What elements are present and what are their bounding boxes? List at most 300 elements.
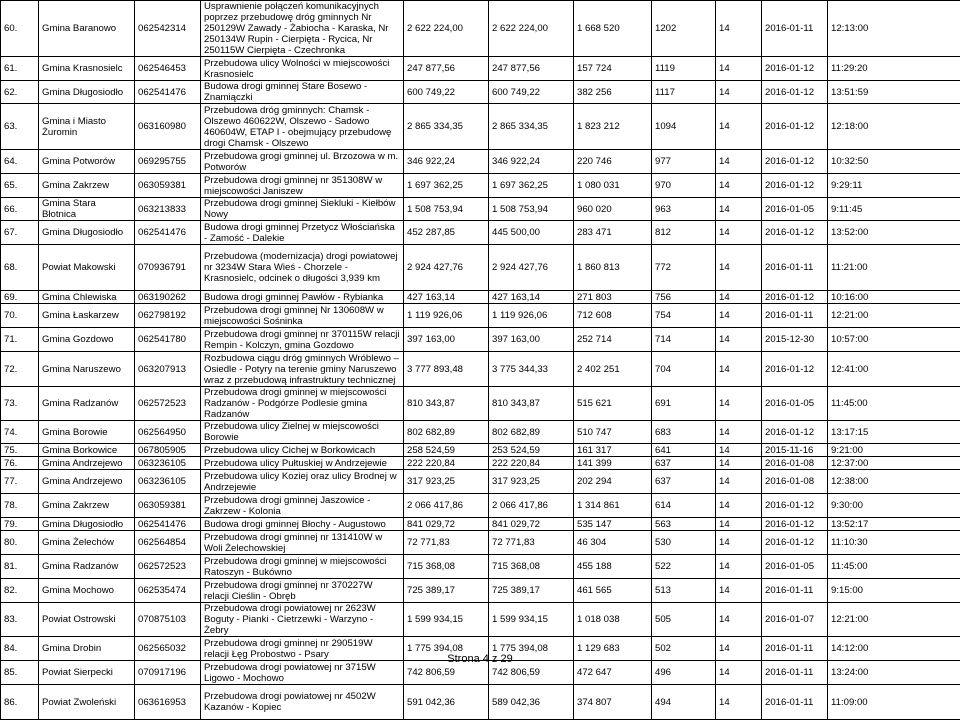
total-cost: 725 389,17 xyxy=(404,579,489,603)
grant-amount: 161 317 xyxy=(574,444,652,457)
grant-amount: 510 747 xyxy=(574,421,652,444)
applicant-name: Gmina Długosiodło xyxy=(39,221,135,245)
submission-date: 2016-01-12 xyxy=(762,221,828,245)
submission-time: 13:52:17 xyxy=(828,518,960,531)
eligible-cost: 445 500,00 xyxy=(489,221,574,245)
regon-number: 062798192 xyxy=(135,304,201,328)
grant-amount: 141 399 xyxy=(574,457,652,470)
total-cost: 3 777 893,48 xyxy=(404,352,489,387)
criteria-value: 14 xyxy=(716,685,762,720)
row-number: 75. xyxy=(1,444,39,457)
grant-amount: 1 823 212 xyxy=(574,104,652,150)
submission-date: 2015-11-16 xyxy=(762,444,828,457)
submission-date: 2015-12-30 xyxy=(762,328,828,352)
total-cost: 802 682,89 xyxy=(404,421,489,444)
criteria-value: 14 xyxy=(716,198,762,221)
submission-time: 13:24:00 xyxy=(828,661,960,685)
criteria-value: 14 xyxy=(716,457,762,470)
submission-time: 11:45:00 xyxy=(828,387,960,421)
regon-number: 062535474 xyxy=(135,579,201,603)
applicant-name: Gmina Chlewiska xyxy=(39,291,135,304)
project-description: Przebudowa drogi gminnej nr 370227W relacji Cieślin - Obręb xyxy=(201,579,404,603)
table-row xyxy=(1,494,960,518)
eligible-cost: 427 163,14 xyxy=(489,291,574,304)
row-number: 86. xyxy=(1,685,39,720)
project-description: Przebudowa drogi gminnej Siekluki - Kiełbów Nowy xyxy=(201,198,404,221)
row-number: 79. xyxy=(1,518,39,531)
regon-number: 062564854 xyxy=(135,531,201,555)
submission-time: 12:21:00 xyxy=(828,304,960,328)
table-row xyxy=(1,421,960,444)
score: 812 xyxy=(652,221,716,245)
total-cost: 742 806,59 xyxy=(404,661,489,685)
criteria-value: 14 xyxy=(716,603,762,637)
applicant-name: Gmina Długosiodło xyxy=(39,518,135,531)
regon-number: 063236105 xyxy=(135,470,201,494)
row-number: 80. xyxy=(1,531,39,555)
applicant-name: Gmina Krasnosielc xyxy=(39,57,135,81)
table-row xyxy=(1,57,960,81)
grant-amount: 1 860 813 xyxy=(574,245,652,291)
table-row xyxy=(1,352,960,387)
regon-number: 062541780 xyxy=(135,328,201,352)
eligible-cost: 1 599 934,15 xyxy=(489,603,574,637)
submission-date: 2016-01-12 xyxy=(762,352,828,387)
applicant-name: Gmina Andrzejewo xyxy=(39,457,135,470)
submission-time: 9:11:45 xyxy=(828,198,960,221)
grant-amount: 455 188 xyxy=(574,555,652,579)
grant-amount: 472 647 xyxy=(574,661,652,685)
submission-time: 10:32:50 xyxy=(828,150,960,174)
submission-date: 2016-01-11 xyxy=(762,245,828,291)
regon-number: 067805905 xyxy=(135,444,201,457)
eligible-cost: 222 220,84 xyxy=(489,457,574,470)
criteria-value: 14 xyxy=(716,1,762,57)
submission-time: 11:29:20 xyxy=(828,57,960,81)
submission-date: 2016-01-08 xyxy=(762,457,828,470)
table-row xyxy=(1,579,960,603)
criteria-value: 14 xyxy=(716,57,762,81)
regon-number: 063160980 xyxy=(135,104,201,150)
applicant-name: Gmina Długosiodło xyxy=(39,81,135,104)
applicant-name: Gmina Baranowo xyxy=(39,1,135,57)
grant-amount: 1 080 031 xyxy=(574,174,652,198)
eligible-cost: 841 029,72 xyxy=(489,518,574,531)
applicant-name: Gmina Potworów xyxy=(39,150,135,174)
applicant-name: Powiat Sierpecki xyxy=(39,661,135,685)
project-description: Przebudowa drogi gminnej nr 351308W w miejscowości Janiszew xyxy=(201,174,404,198)
criteria-value: 14 xyxy=(716,104,762,150)
regon-number: 062565032 xyxy=(135,637,201,661)
total-cost: 2 622 224,00 xyxy=(404,1,489,57)
regon-number: 063190262 xyxy=(135,291,201,304)
table-row xyxy=(1,304,960,328)
regon-number: 063207913 xyxy=(135,352,201,387)
score: 772 xyxy=(652,245,716,291)
project-description: Usprawnienie połączeń komunikacyjnych poprzez przebudowę dróg gminnych Nr 250129W Zawady - Żabiocha - Karaska, Nr 250134W Rupin - Cierpięta - Rycica, Nr 250115W Cierpięta - Czechronka xyxy=(201,1,404,57)
score: 1119 xyxy=(652,57,716,81)
grant-amount: 960 020 xyxy=(574,198,652,221)
submission-date: 2016-01-12 xyxy=(762,174,828,198)
criteria-value: 14 xyxy=(716,221,762,245)
applicant-name: Powiat Ostrowski xyxy=(39,603,135,637)
project-description: Budowa drogi gminnej Pawłów - Rybianka xyxy=(201,291,404,304)
applicant-name: Gmina Zakrzew xyxy=(39,174,135,198)
total-cost: 600 749,22 xyxy=(404,81,489,104)
table-row xyxy=(1,1,960,57)
score: 641 xyxy=(652,444,716,457)
total-cost: 810 343,87 xyxy=(404,387,489,421)
eligible-cost: 1 119 926,06 xyxy=(489,304,574,328)
total-cost: 346 922,24 xyxy=(404,150,489,174)
table-row xyxy=(1,291,960,304)
submission-time: 13:51:59 xyxy=(828,81,960,104)
grant-amount: 271 803 xyxy=(574,291,652,304)
grant-amount: 46 304 xyxy=(574,531,652,555)
submission-date: 2016-01-12 xyxy=(762,518,828,531)
row-number: 74. xyxy=(1,421,39,444)
score: 496 xyxy=(652,661,716,685)
criteria-value: 14 xyxy=(716,661,762,685)
total-cost: 2 865 334,35 xyxy=(404,104,489,150)
eligible-cost: 589 042,36 xyxy=(489,685,574,720)
eligible-cost: 2 622 224,00 xyxy=(489,1,574,57)
eligible-cost: 397 163,00 xyxy=(489,328,574,352)
eligible-cost: 715 368,08 xyxy=(489,555,574,579)
row-number: 81. xyxy=(1,555,39,579)
criteria-value: 14 xyxy=(716,387,762,421)
row-number: 83. xyxy=(1,603,39,637)
row-number: 64. xyxy=(1,150,39,174)
submission-time: 11:45:00 xyxy=(828,555,960,579)
project-description: Budowa drogi gminnej Błochy - Augustowo xyxy=(201,518,404,531)
project-description: Przebudowa ulicy Koziej oraz ulicy Brodnej w Andrzejewie xyxy=(201,470,404,494)
applicant-name: Gmina Łaskarzew xyxy=(39,304,135,328)
criteria-value: 14 xyxy=(716,421,762,444)
criteria-value: 14 xyxy=(716,304,762,328)
score: 977 xyxy=(652,150,716,174)
submission-date: 2016-01-08 xyxy=(762,470,828,494)
row-number: 63. xyxy=(1,104,39,150)
row-number: 70. xyxy=(1,304,39,328)
applicant-name: Gmina Borkowice xyxy=(39,444,135,457)
submission-time: 12:18:00 xyxy=(828,104,960,150)
criteria-value: 14 xyxy=(716,470,762,494)
row-number: 78. xyxy=(1,494,39,518)
score: 637 xyxy=(652,457,716,470)
grant-amount: 374 807 xyxy=(574,685,652,720)
table-row xyxy=(1,603,960,637)
total-cost: 2 924 427,76 xyxy=(404,245,489,291)
total-cost: 1 775 394,08 xyxy=(404,637,489,661)
submission-time: 11:21:00 xyxy=(828,245,960,291)
submission-date: 2016-01-12 xyxy=(762,81,828,104)
criteria-value: 14 xyxy=(716,494,762,518)
regon-number: 063236105 xyxy=(135,457,201,470)
total-cost: 715 368,08 xyxy=(404,555,489,579)
criteria-value: 14 xyxy=(716,150,762,174)
submission-time: 12:21:00 xyxy=(828,603,960,637)
grant-amount: 1 668 520 xyxy=(574,1,652,57)
total-cost: 247 877,56 xyxy=(404,57,489,81)
regon-number: 063059381 xyxy=(135,174,201,198)
project-description: Przebudowa drogi gminnej Nr 130608W w miejscowości Sośninka xyxy=(201,304,404,328)
project-description: Przebudowa grogi gminnej ul. Brzozowa w m. Potworów xyxy=(201,150,404,174)
total-cost: 1 508 753,94 xyxy=(404,198,489,221)
applicant-name: Gmina Drobin xyxy=(39,637,135,661)
eligible-cost: 346 922,24 xyxy=(489,150,574,174)
submission-date: 2016-01-12 xyxy=(762,494,828,518)
total-cost: 317 923,25 xyxy=(404,470,489,494)
project-description: Rozbudowa ciągu dróg gminnych Wróblewo – Osiedle - Potyry na terenie gminy Naruszewo wraz z przebudową infrastruktury technicznej xyxy=(201,352,404,387)
row-number: 67. xyxy=(1,221,39,245)
criteria-value: 14 xyxy=(716,245,762,291)
project-description: Przebudowa drogi gminnej nr 290519W relacji Łęg Probostwo - Psary xyxy=(201,637,404,661)
applicant-name: Gmina Zakrzew xyxy=(39,494,135,518)
row-number: 82. xyxy=(1,579,39,603)
regon-number: 062564950 xyxy=(135,421,201,444)
score: 704 xyxy=(652,352,716,387)
project-description: Przebudowa drogi powiatowej nr 2623W Boguty - Pianki - Cietrzewki - Warzyno - Żebry xyxy=(201,603,404,637)
table-row xyxy=(1,174,960,198)
score: 494 xyxy=(652,685,716,720)
eligible-cost: 317 923,25 xyxy=(489,470,574,494)
grant-amount: 2 402 251 xyxy=(574,352,652,387)
score: 513 xyxy=(652,579,716,603)
total-cost: 591 042,36 xyxy=(404,685,489,720)
row-number: 65. xyxy=(1,174,39,198)
table-row xyxy=(1,245,960,291)
submission-date: 2016-01-05 xyxy=(762,198,828,221)
grant-amount: 515 621 xyxy=(574,387,652,421)
project-description: Przebudowa drogi gminnej w miejscowości Radzanów - Podgórze Podlesie gmina Radzanów xyxy=(201,387,404,421)
criteria-value: 14 xyxy=(716,352,762,387)
submission-time: 13:52:00 xyxy=(828,221,960,245)
submission-date: 2016-01-05 xyxy=(762,555,828,579)
row-number: 84. xyxy=(1,637,39,661)
applicant-name: Powiat Zwoleński xyxy=(39,685,135,720)
row-number: 66. xyxy=(1,198,39,221)
table-row xyxy=(1,518,960,531)
eligible-cost: 810 343,87 xyxy=(489,387,574,421)
score: 714 xyxy=(652,328,716,352)
grant-amount: 202 294 xyxy=(574,470,652,494)
grant-amount: 283 471 xyxy=(574,221,652,245)
total-cost: 222 220,84 xyxy=(404,457,489,470)
table-row xyxy=(1,555,960,579)
total-cost: 841 029,72 xyxy=(404,518,489,531)
submission-time: 11:09:00 xyxy=(828,685,960,720)
applicant-name: Gmina Andrzejewo xyxy=(39,470,135,494)
table-row xyxy=(1,150,960,174)
row-number: 68. xyxy=(1,245,39,291)
regon-number: 063213833 xyxy=(135,198,201,221)
criteria-value: 14 xyxy=(716,579,762,603)
submission-date: 2016-01-11 xyxy=(762,637,828,661)
grant-amount: 382 256 xyxy=(574,81,652,104)
score: 691 xyxy=(652,387,716,421)
applicant-name: Gmina i Miasto Żuromin xyxy=(39,104,135,150)
regon-number: 062541476 xyxy=(135,81,201,104)
score: 563 xyxy=(652,518,716,531)
project-description: Przebudowa drogi gminnej nr 131410W w Woli Żelechowskiej xyxy=(201,531,404,555)
score: 1094 xyxy=(652,104,716,150)
criteria-value: 14 xyxy=(716,444,762,457)
submission-date: 2016-01-12 xyxy=(762,104,828,150)
submission-time: 9:29:11 xyxy=(828,174,960,198)
row-number: 73. xyxy=(1,387,39,421)
applicant-name: Gmina Radzanów xyxy=(39,387,135,421)
project-description: Przebudowa ulicy Wolności w miejscowości Krasnosielc xyxy=(201,57,404,81)
submission-time: 9:21:00 xyxy=(828,444,960,457)
grant-amount: 1 314 861 xyxy=(574,494,652,518)
total-cost: 72 771,83 xyxy=(404,531,489,555)
project-description: Przebudowa drogi gminnej nr 370115W relacji Rempin - Kolczyn, gmina Gozdowo xyxy=(201,328,404,352)
submission-date: 2016-01-07 xyxy=(762,603,828,637)
total-cost: 258 524,59 xyxy=(404,444,489,457)
criteria-value: 14 xyxy=(716,637,762,661)
grant-amount: 461 565 xyxy=(574,579,652,603)
row-number: 77. xyxy=(1,470,39,494)
regon-number: 069295755 xyxy=(135,150,201,174)
row-number: 72. xyxy=(1,352,39,387)
total-cost: 1 599 934,15 xyxy=(404,603,489,637)
table-row xyxy=(1,531,960,555)
regon-number: 070917196 xyxy=(135,661,201,685)
regon-number: 063059381 xyxy=(135,494,201,518)
total-cost: 452 287,85 xyxy=(404,221,489,245)
grant-amount: 220 746 xyxy=(574,150,652,174)
submission-date: 2016-01-11 xyxy=(762,685,828,720)
submission-date: 2016-01-11 xyxy=(762,1,828,57)
table-row xyxy=(1,104,960,150)
table-row xyxy=(1,685,960,720)
score: 522 xyxy=(652,555,716,579)
row-number: 71. xyxy=(1,328,39,352)
submission-date: 2016-01-12 xyxy=(762,57,828,81)
regon-number: 070875103 xyxy=(135,603,201,637)
grant-amount: 252 714 xyxy=(574,328,652,352)
submission-time: 12:13:00 xyxy=(828,1,960,57)
table-row xyxy=(1,444,960,457)
score: 756 xyxy=(652,291,716,304)
project-description: Przebudowa ulicy Pułtuskiej w Andrzejewie xyxy=(201,457,404,470)
submission-date: 2016-01-11 xyxy=(762,661,828,685)
eligible-cost: 253 524,59 xyxy=(489,444,574,457)
eligible-cost: 1 508 753,94 xyxy=(489,198,574,221)
submission-time: 10:16:00 xyxy=(828,291,960,304)
row-number: 85. xyxy=(1,661,39,685)
regon-number: 062541476 xyxy=(135,221,201,245)
regon-number: 062542314 xyxy=(135,1,201,57)
row-number: 69. xyxy=(1,291,39,304)
project-description: Przebudowa ulicy Zielnej w miejscowości Borowie xyxy=(201,421,404,444)
submission-date: 2016-01-11 xyxy=(762,579,828,603)
submission-time: 12:37:00 xyxy=(828,457,960,470)
project-description: Przebudowa dróg gminnych: Chamsk - Olszewo 460622W, Olszewo - Sadowo 460604W, ETAP I - obejmujący przebudowę drogi Chamsk - Olszewo xyxy=(201,104,404,150)
submission-time: 9:30:00 xyxy=(828,494,960,518)
submission-time: 10:57:00 xyxy=(828,328,960,352)
grant-amount: 1 129 683 xyxy=(574,637,652,661)
grant-amount: 1 018 038 xyxy=(574,603,652,637)
table-row xyxy=(1,81,960,104)
score: 502 xyxy=(652,637,716,661)
row-number: 62. xyxy=(1,81,39,104)
submission-date: 2016-01-12 xyxy=(762,150,828,174)
project-description: Przebudowa drogi powiatowej nr 4502W Kazanów - Kopiec xyxy=(201,685,404,720)
eligible-cost: 1 775 394,08 xyxy=(489,637,574,661)
submission-time: 12:41:00 xyxy=(828,352,960,387)
applicant-name: Gmina Gozdowo xyxy=(39,328,135,352)
eligible-cost: 2 924 427,76 xyxy=(489,245,574,291)
applicant-name: Gmina Naruszewo xyxy=(39,352,135,387)
applicant-name: Gmina Żelechów xyxy=(39,531,135,555)
table-row xyxy=(1,387,960,421)
applicant-name: Gmina Borowie xyxy=(39,421,135,444)
eligible-cost: 247 877,56 xyxy=(489,57,574,81)
project-description: Budowa drogi gminnej Przetycz Włościańska - Zamość - Dalekie xyxy=(201,221,404,245)
eligible-cost: 2 865 334,35 xyxy=(489,104,574,150)
page-footer: Strona 4 z 29 xyxy=(0,653,960,665)
score: 1202 xyxy=(652,1,716,57)
eligible-cost: 600 749,22 xyxy=(489,81,574,104)
submission-date: 2016-01-05 xyxy=(762,387,828,421)
criteria-value: 14 xyxy=(716,328,762,352)
score: 963 xyxy=(652,198,716,221)
regon-number: 070936791 xyxy=(135,245,201,291)
submission-date: 2016-01-12 xyxy=(762,531,828,555)
score: 614 xyxy=(652,494,716,518)
table-row xyxy=(1,470,960,494)
project-description: Przebudowa drogi gminnej w miejscowości Ratoszyn - Bukówno xyxy=(201,555,404,579)
submission-time: 11:10:30 xyxy=(828,531,960,555)
grant-amount: 157 724 xyxy=(574,57,652,81)
eligible-cost: 1 697 362,25 xyxy=(489,174,574,198)
criteria-value: 14 xyxy=(716,531,762,555)
eligible-cost: 3 775 344,33 xyxy=(489,352,574,387)
row-number: 61. xyxy=(1,57,39,81)
project-description: Przebudowa ulicy Cichej w Borkowicach xyxy=(201,444,404,457)
criteria-value: 14 xyxy=(716,81,762,104)
applicant-name: Powiat Makowski xyxy=(39,245,135,291)
criteria-value: 14 xyxy=(716,291,762,304)
project-description: Przebudowa (modernizacja) drogi powiatowej nr 3234W Stara Wieś - Chorzele - Krasnosielc, odcinek o długości 3,939 km xyxy=(201,245,404,291)
grant-amount: 712 608 xyxy=(574,304,652,328)
eligible-cost: 2 066 417,86 xyxy=(489,494,574,518)
eligible-cost: 72 771,83 xyxy=(489,531,574,555)
regon-number: 062546453 xyxy=(135,57,201,81)
total-cost: 2 066 417,86 xyxy=(404,494,489,518)
submission-time: 14:12:00 xyxy=(828,637,960,661)
submission-date: 2016-01-12 xyxy=(762,291,828,304)
applicant-name: Gmina Stara Błotnica xyxy=(39,198,135,221)
eligible-cost: 725 389,17 xyxy=(489,579,574,603)
regon-number: 063616953 xyxy=(135,685,201,720)
row-number: 76. xyxy=(1,457,39,470)
project-description: Budowa drogi gminnej Stare Bosewo - Znamiączki xyxy=(201,81,404,104)
row-number: 60. xyxy=(1,1,39,57)
score: 530 xyxy=(652,531,716,555)
eligible-cost: 742 806,59 xyxy=(489,661,574,685)
submission-time: 9:15:00 xyxy=(828,579,960,603)
score: 1117 xyxy=(652,81,716,104)
score: 505 xyxy=(652,603,716,637)
table-row xyxy=(1,457,960,470)
applicant-name: Gmina Radzanów xyxy=(39,555,135,579)
project-description: Przebudowa drogi gminnej Jaszowice - Zakrzew - Kolonia xyxy=(201,494,404,518)
total-cost: 1 697 362,25 xyxy=(404,174,489,198)
project-description: Przebudowa drogi powiatowej nr 3715W Ligowo - Mochowo xyxy=(201,661,404,685)
